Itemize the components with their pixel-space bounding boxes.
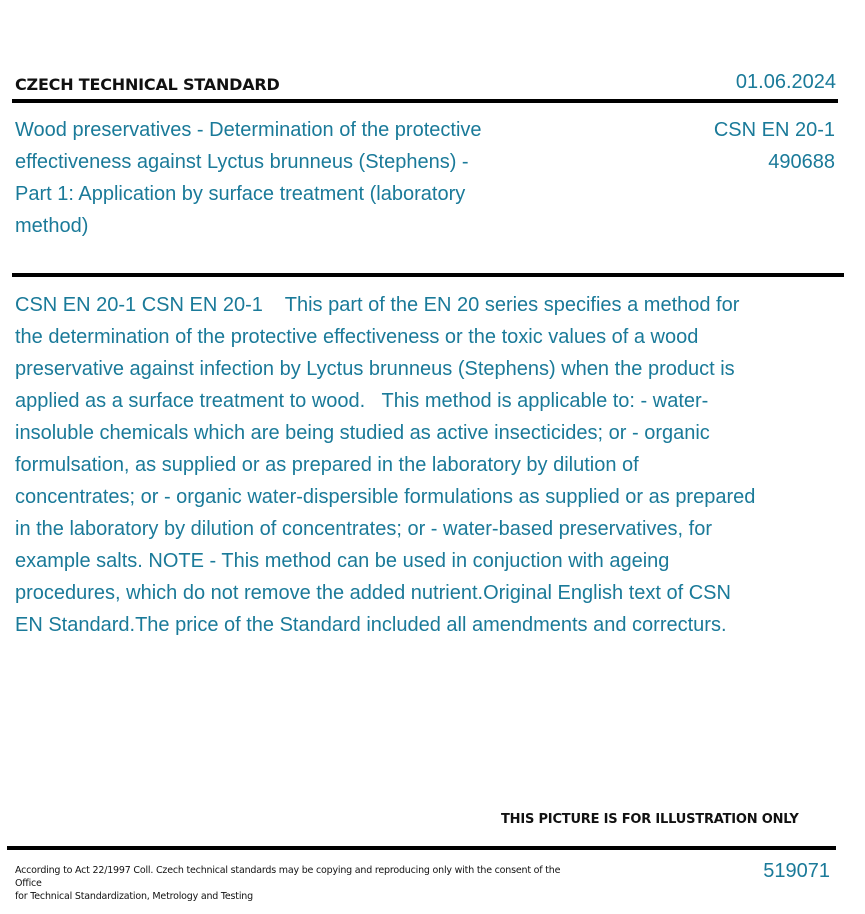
document-number: 519071 <box>763 860 830 882</box>
standard-title: Wood preservatives - Determination of the protective effectiveness against Lyctus brunneus (Stephens) - Part 1: Application by surface treatment (laboratory method) <box>15 119 482 237</box>
footer-divider <box>7 846 836 850</box>
standard-description: CSN EN 20-1 CSN EN 20-1 This part of the EN 20 series specifies a method for the determination of the protective effectiveness or the toxic values of a wood preservative against infection by Lyctus brunneus (Stephens) when the product is applied as a surface treatment to wood. This method is applicable to: - water-insoluble chemicals which are being studied as active insecticides; or - organic formulsation, as supplied or as prepared in the laboratory by dilution of concentrates; or - organic water-dispersible formulations as supplied or as prepared in the laboratory by dilution of concentrates; or - water-based preservatives, for example salts. NOTE - This method can be used in conjuction with ageing procedures, which do not remove the added nutrient.Original English text of CSN EN Standard.The price of the Standard included all amendments and correcturs. <box>15 294 761 636</box>
legal-notice-line-1: According to Act 22/1997 Coll. Czech technical standards may be copying and reproducing only with the consent of the Office <box>15 865 561 889</box>
header-divider <box>12 99 838 103</box>
standard-identifiers <box>714 114 835 178</box>
legal-notice-line-2: for Technical Standardization, Metrology and Testing <box>15 891 253 902</box>
classification-number: 490688 <box>768 151 835 173</box>
illustration-disclaimer: THIS PICTURE IS FOR ILLUSTRATION ONLY <box>501 812 799 827</box>
legal-notice <box>15 864 575 903</box>
standard-code: CSN EN 20-1 <box>713 119 835 141</box>
document-type-label: CZECH TECHNICAL STANDARD <box>15 75 280 94</box>
publication-date: 01.06.2024 <box>735 71 836 93</box>
title-divider <box>12 273 844 277</box>
